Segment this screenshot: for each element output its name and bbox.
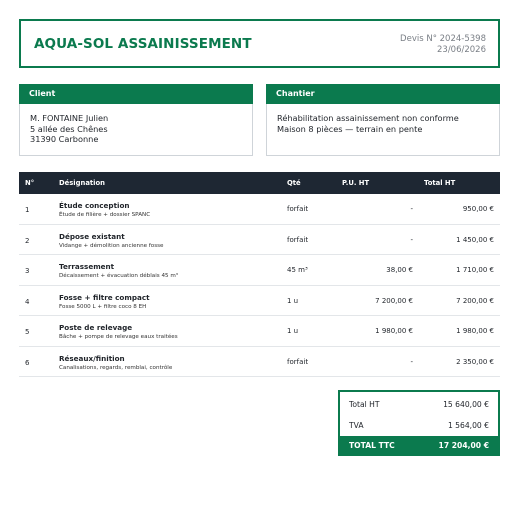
chantier-box-title: Chantier (266, 84, 500, 104)
row-quantity: forfait (287, 357, 309, 366)
row-subtitle: Étude de filière + dossier SPANC (59, 212, 151, 218)
client-name: M. FONTAINE Julien (30, 113, 109, 123)
row-quantity: 1 u (287, 327, 299, 335)
row-quantity: 45 m³ (287, 266, 308, 274)
row-quantity: forfait (287, 235, 309, 244)
row-unit-price: - (410, 205, 413, 213)
header-num: N° (25, 179, 35, 187)
total-ht-label: Total HT (349, 400, 380, 409)
row-number: 5 (25, 328, 30, 336)
row-total: 1 980,00 € (456, 327, 494, 335)
header-total: Total HT (424, 179, 456, 187)
row-total: 950,00 € (462, 205, 494, 213)
row-unit-price: 7 200,00 € (375, 296, 413, 305)
row-title: Terrassement (59, 262, 115, 271)
row-total: 7 200,00 € (456, 296, 494, 305)
table-row (19, 286, 500, 317)
totals-box (338, 390, 500, 456)
client-address (20, 104, 252, 145)
table-row (19, 194, 500, 225)
table-row (19, 316, 500, 347)
company-name: AQUA-SOL ASSAINISSEMENT (34, 36, 252, 52)
tva-row (340, 414, 498, 435)
row-unit-price: 1 980,00 € (375, 327, 413, 335)
total-ht-row (340, 392, 498, 414)
header-unit-price: P.U. HT (342, 179, 370, 187)
chantier-line: Réhabilitation assainissement non conforme (277, 113, 459, 123)
chantier-box (266, 84, 500, 156)
client-box-title: Client (19, 84, 253, 104)
row-unit-price: 38,00 € (386, 266, 413, 274)
client-city: 31390 Carbonne (30, 134, 99, 144)
quote-number: Devis N° 2024-5398 (400, 34, 486, 44)
header-designation: Désignation (59, 179, 106, 187)
row-unit-price: - (410, 357, 413, 366)
row-subtitle: Bâche + pompe de relevage eaux traitées (59, 334, 178, 340)
client-box (19, 84, 253, 156)
row-subtitle: Canalisations, regards, remblai, contrôle (59, 364, 173, 371)
row-title: Poste de relevage (59, 323, 133, 332)
chantier-line: Maison 8 pièces — terrain en pente (277, 123, 423, 134)
row-number: 4 (25, 297, 30, 306)
total-ttc-label: TOTAL TTC (349, 441, 395, 450)
row-number: 2 (25, 236, 30, 245)
row-subtitle: Décaissement + évacuation déblais 45 m³ (59, 273, 179, 279)
total-ht-value: 15 640,00 € (443, 400, 489, 409)
table-row (19, 225, 500, 256)
table-header (19, 172, 500, 194)
client-street: 5 allée des Chênes (30, 123, 108, 134)
row-total: 2 350,00 € (456, 357, 494, 366)
row-title: Réseaux/finition (59, 353, 125, 363)
row-subtitle: Fosse 5000 L + filtre coco 8 EH (59, 303, 147, 310)
row-number: 1 (25, 206, 30, 214)
table-row (19, 347, 500, 378)
row-quantity: forfait (287, 205, 309, 213)
tva-label: TVA (349, 421, 364, 430)
row-quantity: 1 u (287, 296, 299, 305)
row-title: Dépose existant (59, 231, 125, 241)
row-title: Étude conception (59, 201, 130, 210)
document-header (19, 19, 500, 68)
table-row (19, 255, 500, 286)
row-total: 1 710,00 € (456, 266, 494, 274)
total-ttc-value: 17 204,00 € (438, 441, 489, 450)
row-total: 1 450,00 € (456, 235, 494, 244)
row-number: 3 (25, 267, 30, 275)
quote-table (19, 172, 500, 377)
row-number: 6 (25, 358, 30, 367)
header-qty: Qté (287, 179, 301, 187)
tva-value: 1 564,00 € (447, 421, 489, 430)
chantier-description (267, 104, 499, 134)
row-title: Fosse + filtre compact (59, 292, 150, 302)
quote-date: 23/06/2026 (437, 45, 486, 55)
row-subtitle: Vidange + démolition ancienne fosse (59, 242, 164, 249)
total-ttc-row (340, 436, 498, 456)
row-unit-price: - (410, 235, 413, 244)
